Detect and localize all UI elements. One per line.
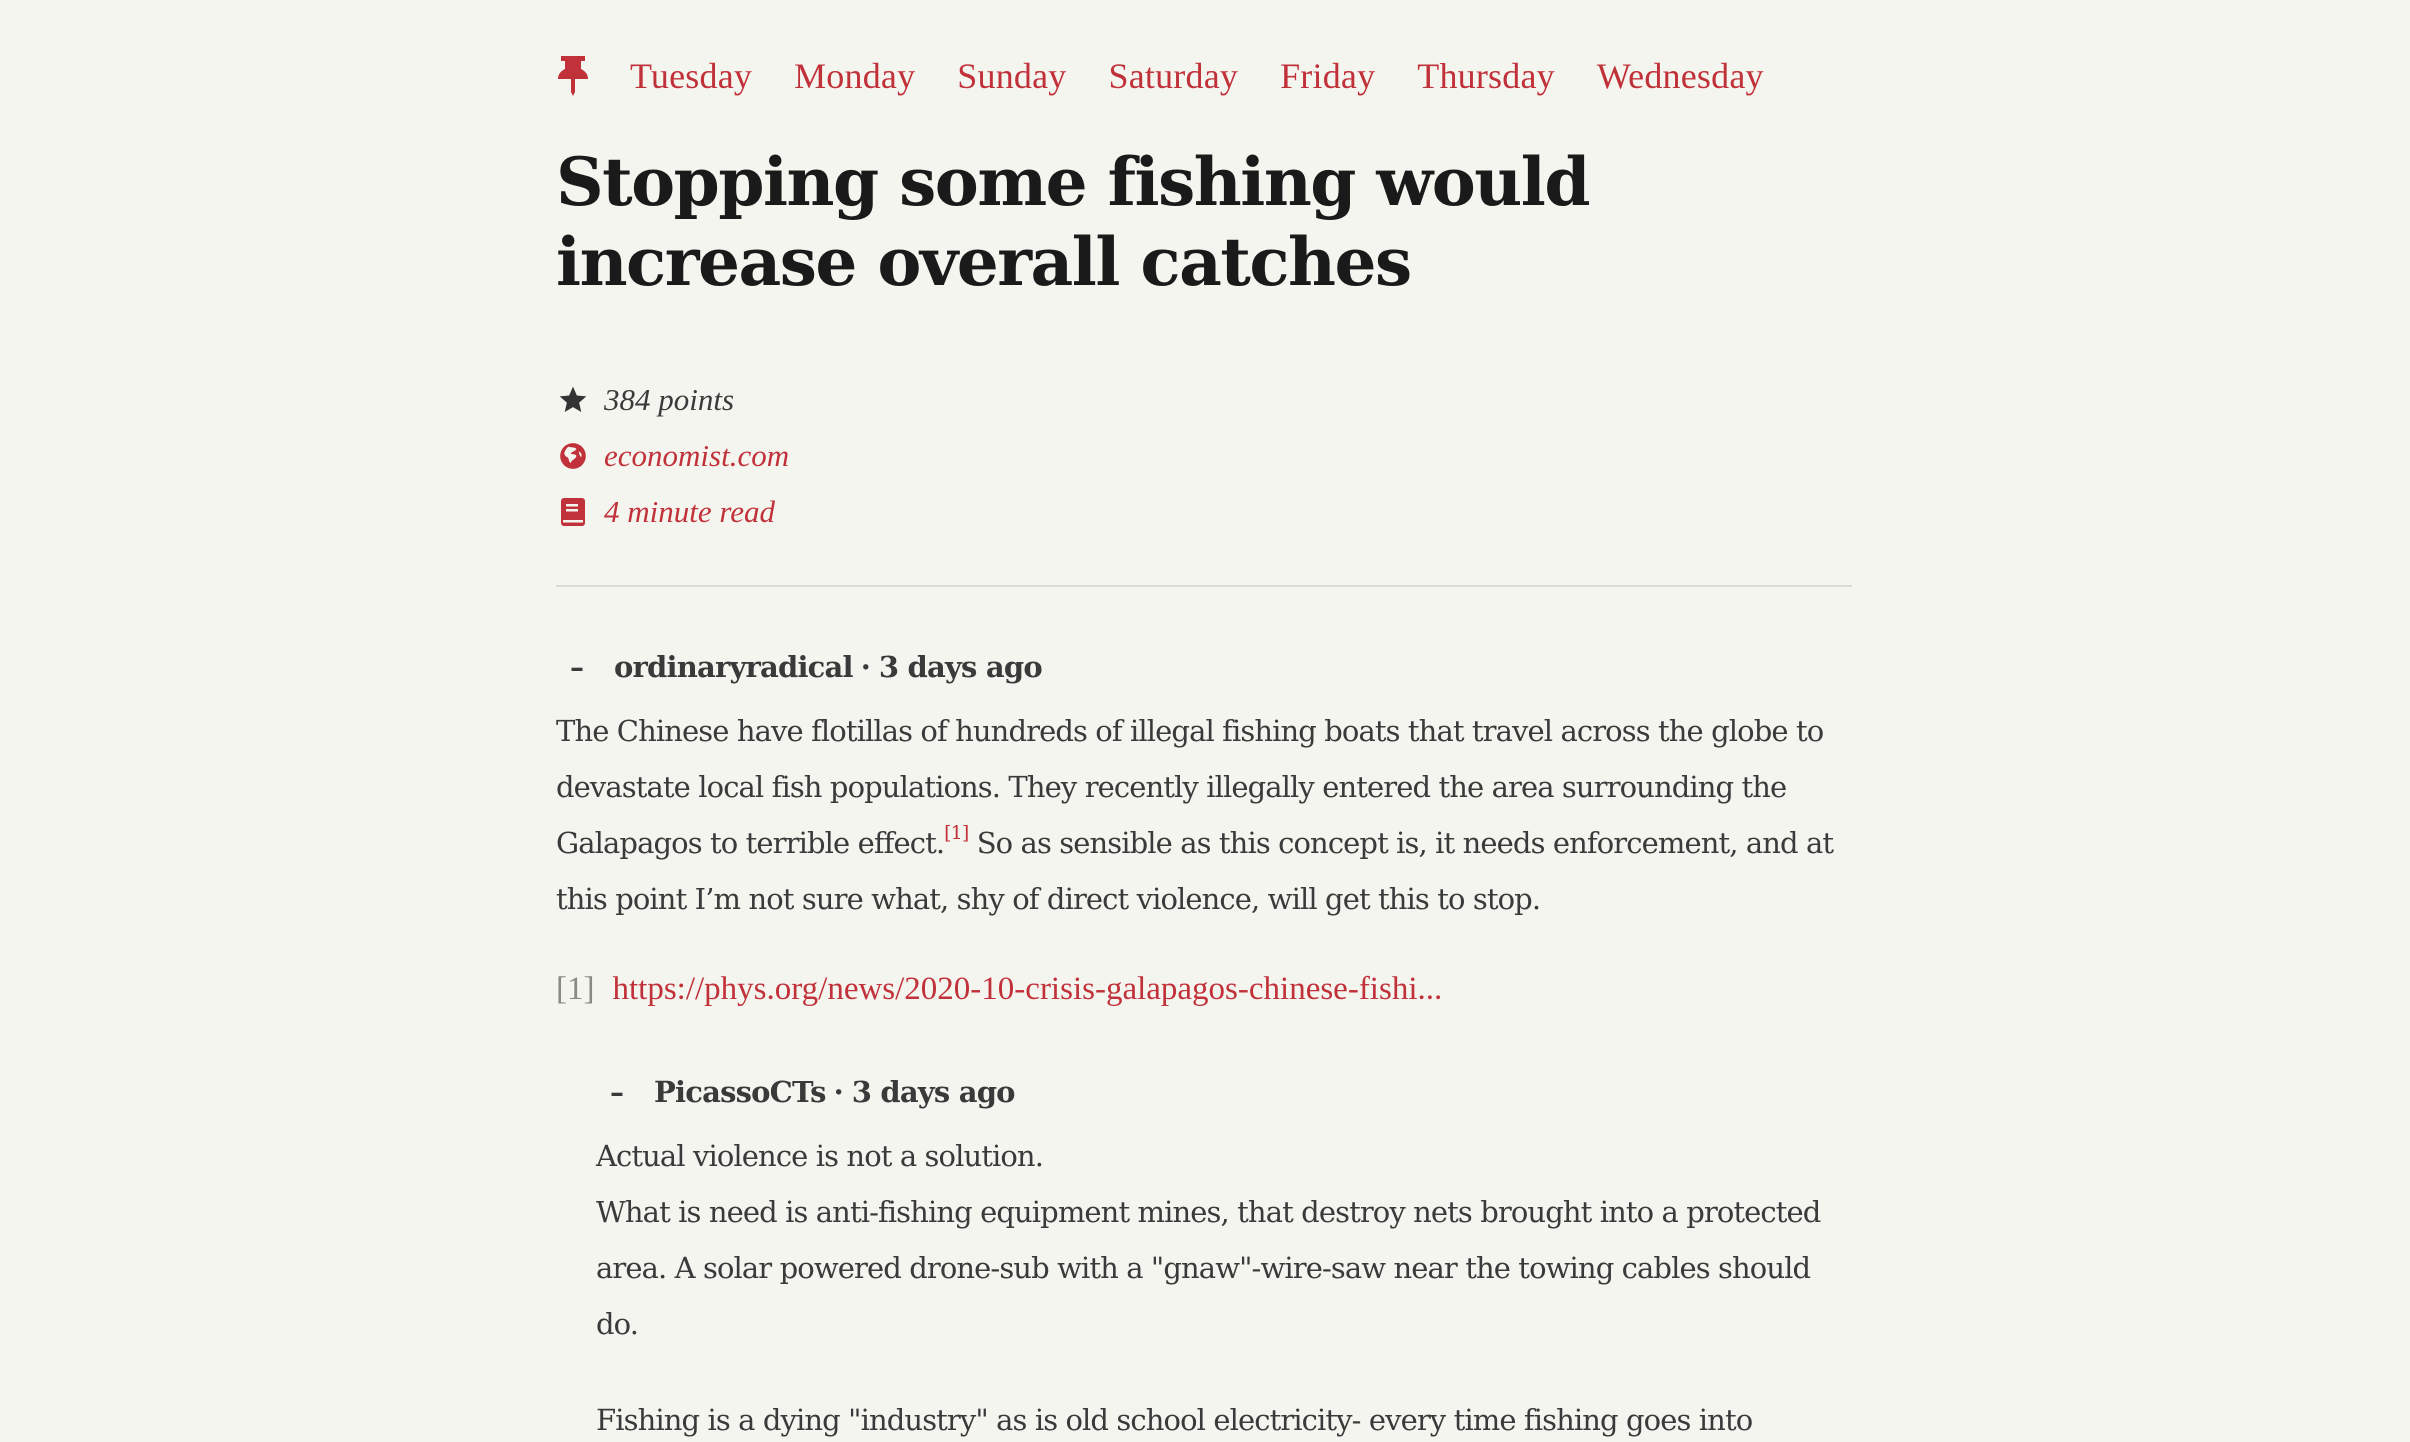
meta-separator: · — [833, 1075, 844, 1109]
source-domain-link[interactable]: economist.com — [604, 438, 790, 473]
comment-header — [596, 1070, 1852, 1114]
comment-author[interactable]: ordinaryradical — [614, 650, 853, 684]
title-line-1: Stopping some fishing would — [556, 143, 1589, 221]
nav-day-sunday[interactable]: Sunday — [957, 56, 1067, 96]
comment-body-line: Actual violence is not a solution. — [596, 1139, 1044, 1173]
points-count: 384 points — [604, 382, 735, 417]
footnote-number: [1] — [556, 970, 595, 1007]
comment-text-cont: So as sensible as this concept is, it needs enforcement, and at this point I’m not sure what, shy of direct violence, will get this to stop. — [556, 826, 1834, 916]
comment-body-paragraph: What is need is anti-fishing equipment mines, that destroy nets brought into a protected area. A solar powered drone-sub with a "gnaw"-wire-saw near the towing cables should do. — [596, 1195, 1821, 1341]
nav-day-saturday[interactable]: Saturday — [1108, 56, 1239, 96]
comment-author[interactable]: PicassoCTs — [654, 1075, 826, 1109]
read-time-link[interactable]: 4 minute read — [604, 494, 776, 529]
day-nav — [556, 48, 1806, 104]
article-meta — [556, 372, 789, 540]
domain-row — [556, 428, 789, 484]
comment-body — [556, 703, 1852, 927]
nav-day-wednesday[interactable]: Wednesday — [1596, 56, 1764, 96]
comment-body-paragraph: Fishing is a dying "industry" as is old school electricity- every time fishing goes into — [596, 1403, 1753, 1437]
article-title — [556, 142, 1656, 302]
title-line-2: increase overall catches — [556, 223, 1411, 301]
collapse-toggle[interactable]: – — [610, 1075, 624, 1109]
read-time-row — [556, 484, 789, 540]
comment-text: The Chinese have flotillas of hundreds of illegal fishing boats that travel across the globe to devastate local fish populations. They recently illegally entered the area surrounding the Galapagos to terrible effect. — [556, 714, 1824, 860]
footnote-link[interactable]: https://phys.org/news/2020-10-crisis-galapagos-chinese-fishi... — [612, 970, 1443, 1007]
star-icon — [556, 383, 590, 417]
nav-day-monday[interactable]: Monday — [794, 56, 916, 96]
footnote — [556, 967, 1852, 1011]
comment-age[interactable]: 3 days ago — [851, 1075, 1015, 1109]
globe-icon — [556, 439, 590, 473]
comment-header — [556, 645, 1852, 689]
nav-day-tuesday[interactable]: Tuesday — [630, 56, 753, 96]
divider — [556, 585, 1852, 587]
collapse-toggle[interactable]: – — [570, 650, 584, 684]
meta-separator: · — [860, 650, 871, 684]
book-icon — [556, 495, 590, 529]
nav-day-friday[interactable]: Friday — [1280, 56, 1376, 96]
comment — [556, 645, 1852, 1011]
comment-reply — [596, 1070, 1852, 1442]
points-row — [556, 372, 789, 428]
comment-age[interactable]: 3 days ago — [878, 650, 1042, 684]
footnote-ref[interactable]: [1] — [944, 822, 969, 844]
nav-day-thursday[interactable]: Thursday — [1417, 56, 1555, 96]
pushpin-icon[interactable] — [556, 54, 590, 98]
